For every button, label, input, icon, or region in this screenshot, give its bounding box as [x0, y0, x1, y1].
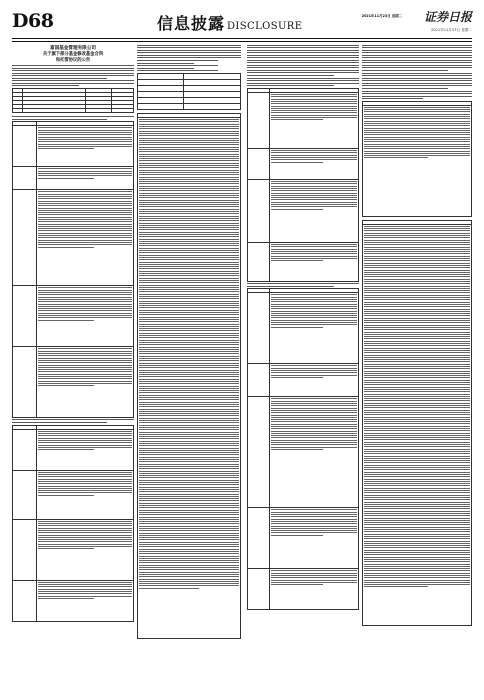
- paragraph: [362, 91, 472, 99]
- paragraph: [247, 78, 359, 86]
- amendment-table-right-1b: [247, 288, 359, 610]
- masthead: [12, 6, 472, 38]
- section-title-cn: 信息披露: [157, 14, 226, 33]
- announcement-header: [12, 44, 134, 64]
- date-line: 2021年11月23日 星期二: [431, 28, 472, 32]
- paragraph: [247, 283, 359, 286]
- paragraph: [247, 45, 359, 76]
- column-middle: [137, 44, 241, 694]
- paragraph: [12, 419, 134, 422]
- paragraph: [362, 45, 472, 71]
- section-title-en: DISCLOSURE: [227, 21, 303, 32]
- intro-paragraph: [12, 65, 134, 86]
- amendment-table-right-1: [247, 88, 359, 282]
- announcement-title-line-2: 和托管协议的公告: [55, 58, 91, 64]
- fund-list-table: [12, 88, 134, 113]
- column-right-1: [247, 44, 359, 694]
- announcement-title-line-1: 关于旗下部分基金修改基金合同: [42, 52, 104, 58]
- paragraph: [362, 73, 472, 89]
- contact-table: [137, 73, 241, 110]
- column-right-2: [362, 44, 472, 694]
- amendment-table-right-2b: [362, 220, 472, 626]
- paper-tag: 2021年11月23日 星期二: [361, 14, 402, 18]
- masthead-rule-thin: [12, 41, 472, 42]
- page-number: D68: [12, 10, 54, 32]
- section-title: [157, 11, 302, 34]
- column-left: [12, 44, 134, 694]
- amendment-table-left: [12, 121, 134, 418]
- paragraph: [12, 116, 134, 119]
- paragraph: [137, 63, 241, 71]
- masthead-rule: [12, 38, 472, 39]
- amendment-table-left-2: [12, 425, 134, 622]
- paper-logo: 证券日报: [423, 10, 472, 24]
- paragraph: [137, 45, 241, 61]
- amendment-table-middle: [137, 113, 241, 639]
- company-name: 富国基金管理有限公司: [50, 46, 96, 51]
- amendment-table-right-2: [362, 101, 472, 217]
